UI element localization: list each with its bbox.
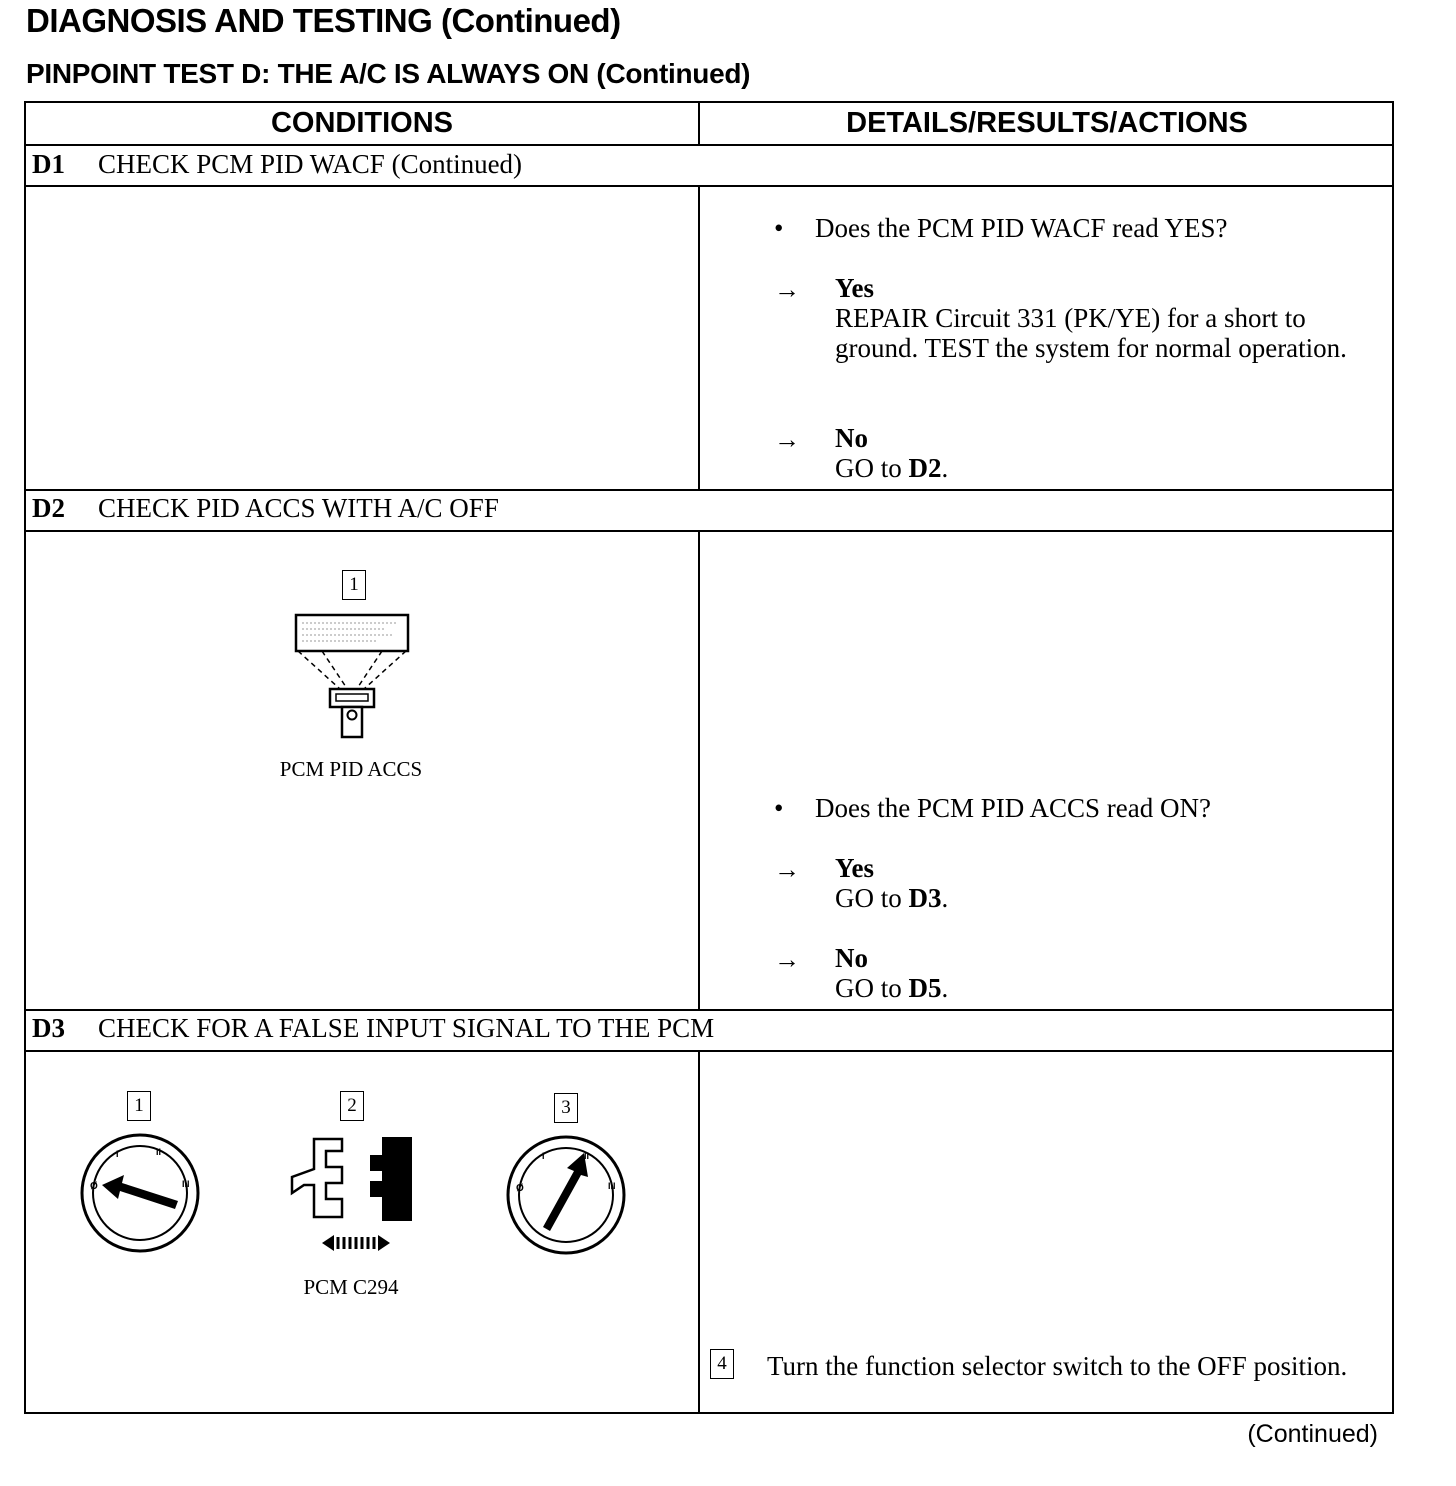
no-target: D2 bbox=[908, 453, 942, 483]
no-target: D5 bbox=[908, 973, 942, 1003]
column-divider bbox=[698, 530, 700, 1009]
callout-1: 1 bbox=[342, 570, 366, 600]
divider bbox=[26, 185, 1392, 187]
callout-2: 2 bbox=[340, 1091, 364, 1121]
step-title: CHECK PCM PID WACF (Continued) bbox=[98, 149, 523, 179]
callout-3: 3 bbox=[554, 1093, 578, 1123]
column-header-conditions: CONDITIONS bbox=[270, 107, 454, 139]
pcm-connector-icon bbox=[286, 1133, 426, 1263]
dial-mark: III bbox=[182, 1179, 190, 1189]
scan-tool-icon bbox=[288, 611, 414, 741]
pinpoint-test-table bbox=[24, 101, 1394, 1414]
arrow-right-icon: → bbox=[774, 275, 800, 304]
step-id: D1 bbox=[32, 149, 65, 179]
dial-mark: II bbox=[584, 1151, 590, 1161]
result-yes bbox=[835, 273, 1375, 363]
arrow-right-icon: → bbox=[774, 425, 800, 454]
dial-mark: II bbox=[156, 1147, 162, 1157]
column-divider bbox=[698, 1050, 700, 1414]
dial-mark: I bbox=[542, 1151, 545, 1161]
bullet-dot: • bbox=[774, 793, 784, 823]
divider bbox=[26, 144, 1392, 146]
dial-mark: Ø bbox=[90, 1181, 98, 1192]
divider bbox=[26, 1009, 1392, 1011]
no-label: No bbox=[835, 943, 868, 973]
no-prefix: GO to bbox=[835, 453, 909, 483]
step-title: CHECK PID ACCS WITH A/C OFF bbox=[98, 493, 499, 523]
dial-mark: I bbox=[116, 1149, 119, 1159]
yes-action: REPAIR Circuit 331 (PK/YE) for a short to ground. TEST the system for normal operation. bbox=[835, 303, 1347, 363]
no-prefix: GO to bbox=[835, 973, 909, 1003]
test-title: PINPOINT TEST D: THE A/C IS ALWAYS ON (Continued) bbox=[26, 58, 751, 89]
step-row-d1 bbox=[32, 149, 522, 180]
column-header-details: DETAILS/RESULTS/ACTIONS bbox=[846, 107, 1248, 139]
arrow-right-icon: → bbox=[774, 945, 800, 974]
step-number-box: 4 bbox=[710, 1349, 734, 1379]
continued-label: (Continued) bbox=[1247, 1420, 1378, 1448]
no-suffix: . bbox=[941, 453, 949, 483]
dial-mark: Ø bbox=[516, 1183, 524, 1194]
divider bbox=[26, 489, 1392, 491]
step-title: CHECK FOR A FALSE INPUT SIGNAL TO THE PCM bbox=[98, 1013, 715, 1043]
arrow-right-icon: → bbox=[774, 855, 800, 884]
yes-label: Yes bbox=[835, 853, 874, 883]
function-selector-dial-off-icon bbox=[78, 1131, 202, 1255]
column-divider bbox=[698, 103, 700, 144]
divider bbox=[26, 1050, 1392, 1052]
yes-target: D3 bbox=[908, 883, 942, 913]
yes-suffix: . bbox=[941, 883, 949, 913]
figure-caption: PCM C294 bbox=[303, 1275, 399, 1299]
bullet-dot: • bbox=[774, 213, 784, 243]
result-yes bbox=[835, 853, 948, 913]
step-instruction: Turn the function selector switch to the OFF position. bbox=[767, 1351, 1348, 1381]
step-row-d3 bbox=[32, 1013, 714, 1044]
function-selector-dial-on-icon bbox=[504, 1133, 628, 1257]
dial-mark: III bbox=[608, 1181, 616, 1191]
step-row-d2 bbox=[32, 493, 499, 524]
column-divider bbox=[698, 185, 700, 489]
yes-prefix: GO to bbox=[835, 883, 909, 913]
page-title: DIAGNOSIS AND TESTING (Continued) bbox=[26, 2, 621, 39]
yes-label: Yes bbox=[835, 273, 874, 303]
question-text: Does the PCM PID ACCS read ON? bbox=[815, 793, 1211, 823]
question-text: Does the PCM PID WACF read YES? bbox=[815, 213, 1228, 243]
no-suffix: . bbox=[941, 973, 949, 1003]
divider bbox=[26, 530, 1392, 532]
no-label: No bbox=[835, 423, 868, 453]
figure-caption: PCM PID ACCS bbox=[279, 757, 423, 781]
step-id: D3 bbox=[32, 1013, 65, 1043]
result-no bbox=[835, 943, 948, 1003]
step-id: D2 bbox=[32, 493, 65, 523]
result-no bbox=[835, 423, 948, 483]
callout-1: 1 bbox=[127, 1091, 151, 1121]
